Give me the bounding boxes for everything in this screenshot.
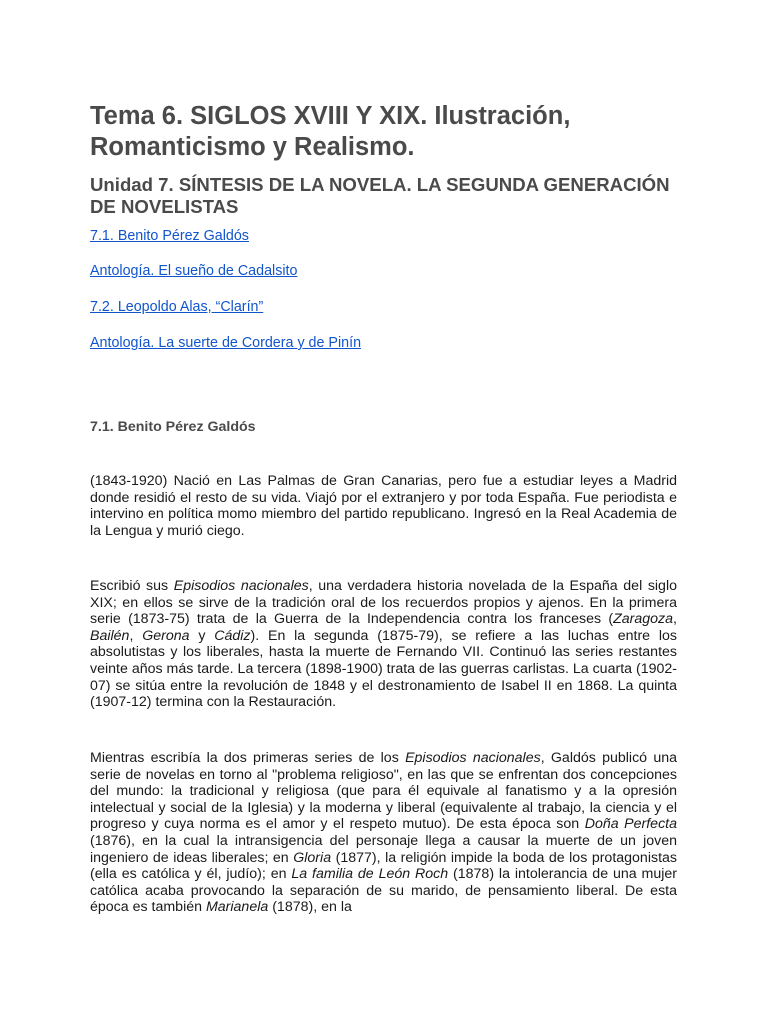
italic-title-text: Gerona (142, 627, 190, 644)
page-title: Tema 6. SIGLOS XVIII Y XIX. Ilustración, Romanticismo y Realismo. (90, 102, 571, 161)
toc-link-cadalsito[interactable]: Antología. El sueño de Cadalsito (90, 263, 298, 279)
paragraph-text: ). En la segunda (1875-79), se refiere a las luchas entre los absolutistas y los liberales, hasta la muerte de Fernando VII. Continuó las series restantes veinte años más tarde. La tercera (1898-1900) trata de las guerras carlistas. La cuarta (1902-07) se sitúa entre la revolución de 1848 y el destronamiento de Isabel II en 1868. La quinta (1907-12) termina con la Restauración. (90, 627, 677, 711)
unit-subtitle: Unidad 7. SÍNTESIS DE LA NOVELA. LA SEGUNDA GENERACIÓN DE NOVELISTAS (90, 174, 670, 217)
italic-title-text: Gloria (293, 849, 332, 866)
paragraph-text: (1878) la intolerancia de una mujer católica acaba provocando la separación de su marido, de pensamiento liberal. De esta época es también (90, 866, 677, 916)
paragraph-episodios (90, 578, 677, 711)
paragraph-text: Escribió sus (90, 578, 174, 594)
paragraph-text: (1876), en la cual la intransigencia del personaje llega a causar la muerte de un joven ingeniero de ideas liberales; en (90, 832, 677, 866)
italic-title-text: Marianela (205, 899, 269, 916)
italic-title-text: Cádiz (214, 627, 251, 644)
italic-title-text: Bailén (90, 627, 130, 644)
paragraph-text: (1877), la religión impide la boda de los protagonistas (ella es católica y él, judío); en (90, 849, 677, 883)
italic-title-text: Zaragoza (613, 611, 674, 628)
paragraph-text: Mientras escribía la dos primeras series de los (90, 750, 406, 766)
toc-link-cordera[interactable]: Antología. La suerte de Cordera y de Pinín (90, 335, 362, 351)
italic-title-text: Episodios nacionales (173, 578, 309, 594)
paragraph-text: (1843-1920) Nació en Las Palmas de Gran Canarias, pero fue a estudiar leyes a Madrid donde residió el resto de su vida. Viajó por el extranjero y por toda España. Fue periodista e intervino en política momo miembro del partido republicano. Ingresó en la Real Academia de la Lengua y murió ciego. (90, 473, 677, 539)
paragraph-text: (1878), en la (268, 899, 352, 916)
italic-title-text: Episodios nacionales (405, 750, 541, 766)
italic-title-text: La familia de León Roch (291, 866, 449, 883)
paragraph-text: , (129, 627, 143, 644)
italic-title-text: Doña Perfecta (584, 816, 677, 833)
paragraph-biography (90, 473, 677, 539)
paragraph-text: , (673, 611, 677, 628)
section-heading: 7.1. Benito Pérez Galdós (90, 419, 256, 435)
paragraph-text: , Galdós publicó una serie de novelas en torno al "problema religioso", en las que se enfrentan dos concepciones del mundo: la tradicional y religiosa (que para él equivale al fanatismo y a la opresión intelectual y social de la Iglesia) y la moderna y liberal (equivalente al trabajo, la ciencia y el progreso y cuya norma es el amor y el respeto mutuo). De esta época son (90, 750, 678, 833)
paragraph-text: , una verdadera historia novelada de la España del siglo XIX; en ellos se sirve de la tradición oral de los recuerdos propios y ajenos. En la primera serie (1873-75) trata de la Guerra de la Independencia contra los franceses ( (90, 578, 677, 628)
paragraph-text: y (189, 627, 215, 644)
toc-link-galdos[interactable]: 7.1. Benito Pérez Galdós (90, 228, 249, 244)
paragraph-religious-novels (90, 750, 677, 916)
toc-link-clarin[interactable]: 7.2. Leopoldo Alas, “Clarín” (90, 299, 264, 315)
